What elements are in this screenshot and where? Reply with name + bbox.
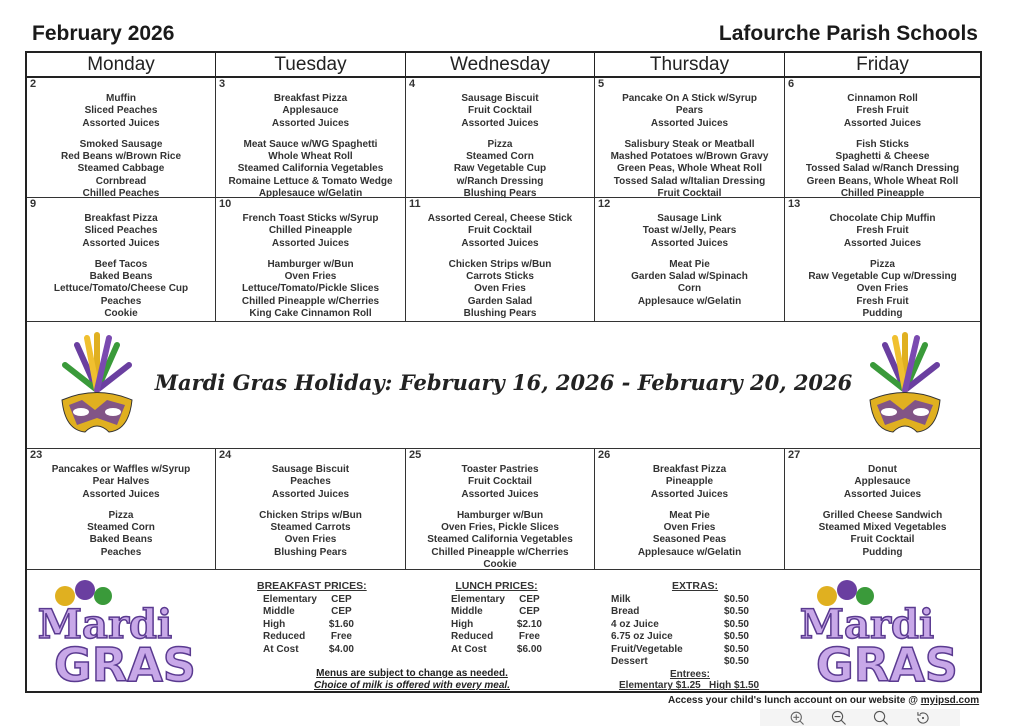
menu-item: Cookie [483,559,517,571]
date-number: 6 [788,78,795,90]
menu-item: Assorted Juices [271,117,350,129]
day-cell [27,449,216,570]
breakfast-menu [27,93,215,130]
menu-item: Carrots Sticks [466,271,534,283]
day-cell [27,198,216,322]
price-label: Reduced [263,631,306,643]
breakfast-menu [27,464,215,501]
actual-size-icon[interactable] [873,710,889,726]
calendar-month-title: February 2026 [32,22,175,45]
menu-item: Mashed Potatoes w/Brown Gravy [610,151,769,163]
breakfast-menu [785,464,980,501]
lunch-menu [216,510,405,559]
lunch-prices [445,580,548,656]
price-footer [27,570,980,691]
menu-item: Assorted Juices [82,237,160,249]
menu-item: Donut [868,464,897,475]
menu-item: Oven Fries [284,271,337,283]
menu-item: Steamed Corn [87,522,155,534]
lunch-menu [27,139,215,200]
breakfast-menu [216,464,405,501]
svg-text:GRAS: GRAS [816,638,958,686]
date-number: 25 [409,449,422,461]
menu-item: Pancake On A Stick w/Syrup [622,93,757,104]
date-number: 4 [409,78,416,90]
menu-item: Muffin [106,93,136,104]
price-label: Middle [263,606,295,618]
menu-item: King Cake Cinnamon Roll [249,308,372,320]
lunch-menu [406,259,594,320]
menu-item: Garden Salad w/Spinach [631,271,748,283]
menu-item: Oven Fries [663,522,716,534]
price-label: Elementary [451,594,505,605]
price-row [605,594,755,606]
menu-item: French Toast Sticks w/Syrup [242,213,379,224]
price-value: $0.50 [723,643,749,655]
menu-item: Peaches [290,476,331,488]
mardi-gras-logo [35,576,210,686]
day-cell [216,198,406,322]
menu-item: Sliced Peaches [84,225,158,237]
menu-item: Assorted Juices [843,117,922,129]
menu-item: Lettuce/Tomato/Pickle Slices [241,283,380,295]
zoom-out-icon[interactable] [831,710,847,726]
day-header-wednesday: Wednesday [406,53,595,78]
menu-item: Steamed Carrots [270,522,351,534]
menu-item: Cinnamon Roll [847,93,918,104]
menu-item: Romaine Lettuce & Tomato Wedge [228,175,393,187]
day-cell [406,198,595,322]
price-row [445,606,548,618]
menu-item: Sliced Peaches [84,105,158,117]
menu-item: Seasoned Peas [652,534,727,546]
menu-item: Chilled Pineapple w/Cherries [431,546,569,558]
menu-item: Pudding [862,546,903,558]
menu-item: Fruit Cocktail [657,188,722,200]
menu-item: Cookie [104,308,138,320]
lunch-menu [785,510,980,559]
price-value: Free [518,631,540,643]
menu-item: Assorted Cereal, Cheese Stick [427,213,573,224]
menu-item: Smoked Sausage [79,138,163,150]
menu-item: Lettuce/Tomato/Cheese Cup [53,283,189,295]
date-number: 27 [788,449,801,461]
day-cell [785,198,980,322]
holiday-banner [27,322,980,449]
menu-item: Chocolate Chip Muffin [829,213,936,224]
menu-item: Applesauce [854,476,911,488]
price-label: High [451,618,474,630]
svg-text:Mardi: Mardi [799,601,935,648]
menu-item: Raw Vegetable Cup w/Dressing [808,271,957,283]
breakfast-menu [595,464,784,501]
price-label: Elementary [263,594,317,605]
menu-item: Assorted Juices [843,488,922,500]
svg-text:GRAS: GRAS [54,638,196,686]
price-value: Free [330,631,352,643]
menu-item: Fresh Fruit [856,295,909,307]
menu-item: Applesauce w/Gelatin [258,188,363,200]
price-label: At Cost [451,643,487,655]
price-value: CEP [519,594,540,605]
menu-item: Assorted Juices [461,117,539,129]
price-value: $2.10 [516,618,542,630]
menu-item: Pear Halves [92,476,150,488]
menu-item: Assorted Juices [843,237,922,249]
menu-item: Baked Beans [89,534,153,546]
lunch-menu [595,259,784,308]
zoom-in-icon[interactable] [789,710,805,726]
price-value: CEP [519,606,540,618]
price-label: 4 oz Juice [611,618,659,630]
menu-item: w/Ranch Dressing [456,175,544,187]
price-value: CEP [331,594,352,605]
menu-item: Tossed Salad w/Italian Dressing [613,175,766,187]
menu-item: Red Beans w/Brown Rice [60,151,182,163]
day-cell [595,449,785,570]
menu-item: Pizza [108,509,134,521]
menu-item: Fruit Cocktail [468,105,532,117]
date-number: 9 [30,198,37,210]
menu-change-note: Menus are subject to change as needed. [316,668,508,679]
menu-item: Green Peas, Whole Wheat Roll [616,163,763,175]
menu-item: Pudding [862,308,903,320]
menu-item: Assorted Juices [650,488,729,500]
extras-title: EXTRAS: [671,580,719,592]
menu-item: Steamed California Vegetables [427,534,573,546]
menu-item: Sausage Biscuit [461,93,539,104]
lunch-menu [27,510,215,559]
menu-item: Chilled Pineapple [268,225,353,237]
date-number: 5 [598,78,605,90]
day-header-tuesday: Tuesday [216,53,406,78]
date-number: 10 [219,198,232,210]
menu-item: Hamburger w/Bun [267,258,354,270]
rotate-icon[interactable] [915,710,931,726]
lunch-prices-title: LUNCH PRICES: [455,580,538,592]
breakfast-prices-title: BREAKFAST PRICES: [257,580,367,592]
breakfast-menu [216,93,405,130]
day-header-monday: Monday [27,53,216,78]
menu-item: Toaster Pastries [461,464,539,475]
price-value: $0.50 [723,606,749,618]
menu-item: Blushing Pears [463,308,537,320]
menu-item: Peaches [100,546,142,558]
menu-calendar [25,51,982,693]
price-row [445,644,548,656]
lunch-menu [595,510,784,559]
breakfast-menu [785,213,980,250]
price-row [605,631,755,643]
holiday-text: Mardi Gras Holiday: February 16, 2026 - February 20, 2026 [154,370,853,395]
date-number: 24 [219,449,232,461]
menu-item: Hamburger w/Bun [456,509,544,521]
menu-item: Steamed Mixed Vegetables [818,522,947,534]
day-cell [27,78,216,198]
day-cell [595,198,785,322]
svg-text:Mardi: Mardi [37,601,173,648]
menu-item: Corn [677,283,702,295]
menu-item: Assorted Juices [82,117,160,129]
price-value: $0.50 [723,656,749,668]
menu-item: Assorted Juices [650,237,729,249]
menu-item: Steamed California Vegetables [237,163,384,175]
menu-item: Spaghetti & Cheese [835,151,930,163]
price-label: Middle [451,606,483,618]
price-row [445,619,548,631]
menu-item: Oven Fries [284,534,337,546]
menu-item: Peaches [100,295,142,307]
day-header-thursday: Thursday [595,53,785,78]
menu-item: Garden Salad [467,295,533,307]
date-number: 12 [598,198,611,210]
date-number: 11 [409,198,421,210]
date-number: 13 [788,198,801,210]
price-row [257,619,360,631]
lunch-menu [216,139,405,200]
menu-item: Assorted Juices [271,237,350,249]
menu-item: Oven Fries [856,283,909,295]
price-label: Milk [611,594,631,605]
day-header-friday: Friday [785,53,980,78]
menu-item: Chilled Peaches [82,188,160,200]
menu-item: Meat Pie [669,509,710,521]
date-number: 26 [598,449,611,461]
menu-item: Oven Fries [474,283,526,295]
menu-item: Chilled Pineapple [840,188,925,200]
menu-item: Beef Tacos [94,258,148,270]
menu-item: Blushing Pears [274,546,347,558]
menu-item: Blushing Pears [463,188,537,200]
menu-item: Applesauce w/Gelatin [637,546,742,558]
lunch-menu [785,139,980,200]
menu-item: Salisbury Steak or Meatball [624,138,755,150]
menu-item: Fresh Fruit [856,105,909,117]
price-label: Reduced [451,631,494,643]
website-link[interactable]: myipsd.com [920,695,980,706]
day-cell [216,78,406,198]
menu-item: Baked Beans [89,271,153,283]
breakfast-menu [406,93,594,130]
account-access-note [668,695,979,707]
menu-item: Pancakes or Waffles w/Syrup [51,464,191,475]
access-text: Access your child's lunch account on our website @ [668,695,921,706]
price-value: $0.50 [723,618,749,630]
day-cell [785,78,980,198]
menu-item: Sausage Biscuit [271,464,350,475]
menu-item: Pears [675,105,704,117]
menu-item: Fruit Cocktail [468,476,532,488]
price-row [257,644,360,656]
menu-item: Steamed Corn [466,151,534,163]
breakfast-menu [785,93,980,130]
menu-item: Sausage Link [657,213,722,224]
lunch-menu [785,259,980,320]
menu-item: Green Beans, Whole Wheat Roll [806,175,959,187]
price-value: $1.60 [328,618,354,630]
menu-item: Assorted Juices [650,117,729,129]
menu-item: Toast w/Jelly, Pears [642,225,737,237]
menu-item: Chicken Strips w/Bun [448,258,552,270]
lunch-menu [216,259,405,320]
menu-item: Breakfast Pizza [652,464,727,475]
lunch-menu [595,139,784,200]
price-row [605,644,755,656]
menu-item: Assorted Juices [271,488,350,500]
price-label: At Cost [263,643,299,655]
price-value: $6.00 [516,643,542,655]
menu-item: Steamed Cabbage [77,163,165,175]
price-value: $4.00 [328,643,354,655]
day-cell [406,449,595,570]
menu-item: Grilled Cheese Sandwich [822,509,943,521]
menu-item: Chilled Pineapple w/Cherries [241,295,380,307]
menu-item: Assorted Juices [461,488,539,500]
price-row [445,631,548,643]
date-number: 3 [219,78,226,90]
menu-item: Raw Vegetable Cup [453,163,547,175]
price-label: Bread [611,606,640,618]
date-number: 2 [30,78,37,90]
lunch-menu [406,139,594,200]
breakfast-menu [216,213,405,250]
price-row [445,594,548,606]
menu-item: Cornbread [95,175,147,187]
menu-item: Fruit Cocktail [468,225,532,237]
menu-item: Assorted Juices [82,488,160,500]
price-row [605,606,755,618]
price-row [605,656,755,668]
price-value: CEP [331,606,352,618]
day-cell [785,449,980,570]
menu-item: Whole Wheat Roll [268,151,353,163]
breakfast-menu [595,213,784,250]
menu-item: Meat Pie [669,258,710,270]
breakfast-menu [406,464,594,501]
price-label: High [263,618,286,630]
menu-item: Pizza [869,258,895,270]
breakfast-menu [595,93,784,130]
breakfast-prices [257,580,367,656]
lunch-menu [406,510,594,571]
lunch-menu [27,259,215,320]
price-row [257,631,360,643]
price-value: $0.50 [723,631,749,643]
viewer-toolbar [760,709,960,726]
price-label: Fruit/Vegetable [611,643,683,655]
menu-item: Pizza [487,138,513,150]
entrees-prices: Elementary $1.25 High $1.50 [619,680,760,692]
menu-item: Assorted Juices [461,237,539,249]
menu-item: Fish Sticks [856,138,909,150]
day-cell [406,78,595,198]
price-value: $0.50 [723,594,749,605]
breakfast-menu [27,213,215,250]
entrees-title: Entrees: [669,669,710,681]
date-number: 23 [30,449,43,461]
menu-item: Breakfast Pizza [84,213,158,224]
price-label: 6.75 oz Juice [611,631,673,643]
menu-item: Fruit Cocktail [850,534,915,546]
milk-note: Choice of milk is offered with every meal. [314,680,510,691]
price-row [257,606,360,618]
menu-item: Applesauce w/Gelatin [637,295,742,307]
mardi-gras-logo [797,576,972,686]
menu-item: Meat Sauce w/WG Spaghetti [243,138,378,150]
menu-item: Pineapple [665,476,714,488]
menu-item: Fresh Fruit [856,225,909,237]
price-row [605,619,755,631]
day-cell [216,449,406,570]
extras-prices [605,580,760,692]
day-cell [595,78,785,198]
district-name: Lafourche Parish Schools [718,22,978,45]
mardi-gras-mask-icon [865,330,945,440]
menu-item: Chicken Strips w/Bun [259,509,362,521]
menu-item: Applesauce [282,105,339,117]
menu-item: Oven Fries, Pickle Slices [441,522,559,534]
menu-item: Breakfast Pizza [273,93,348,104]
price-row [257,594,360,606]
breakfast-menu [406,213,594,250]
menu-item: Tossed Salad w/Ranch Dressing [805,163,960,175]
price-label: Dessert [611,656,648,668]
